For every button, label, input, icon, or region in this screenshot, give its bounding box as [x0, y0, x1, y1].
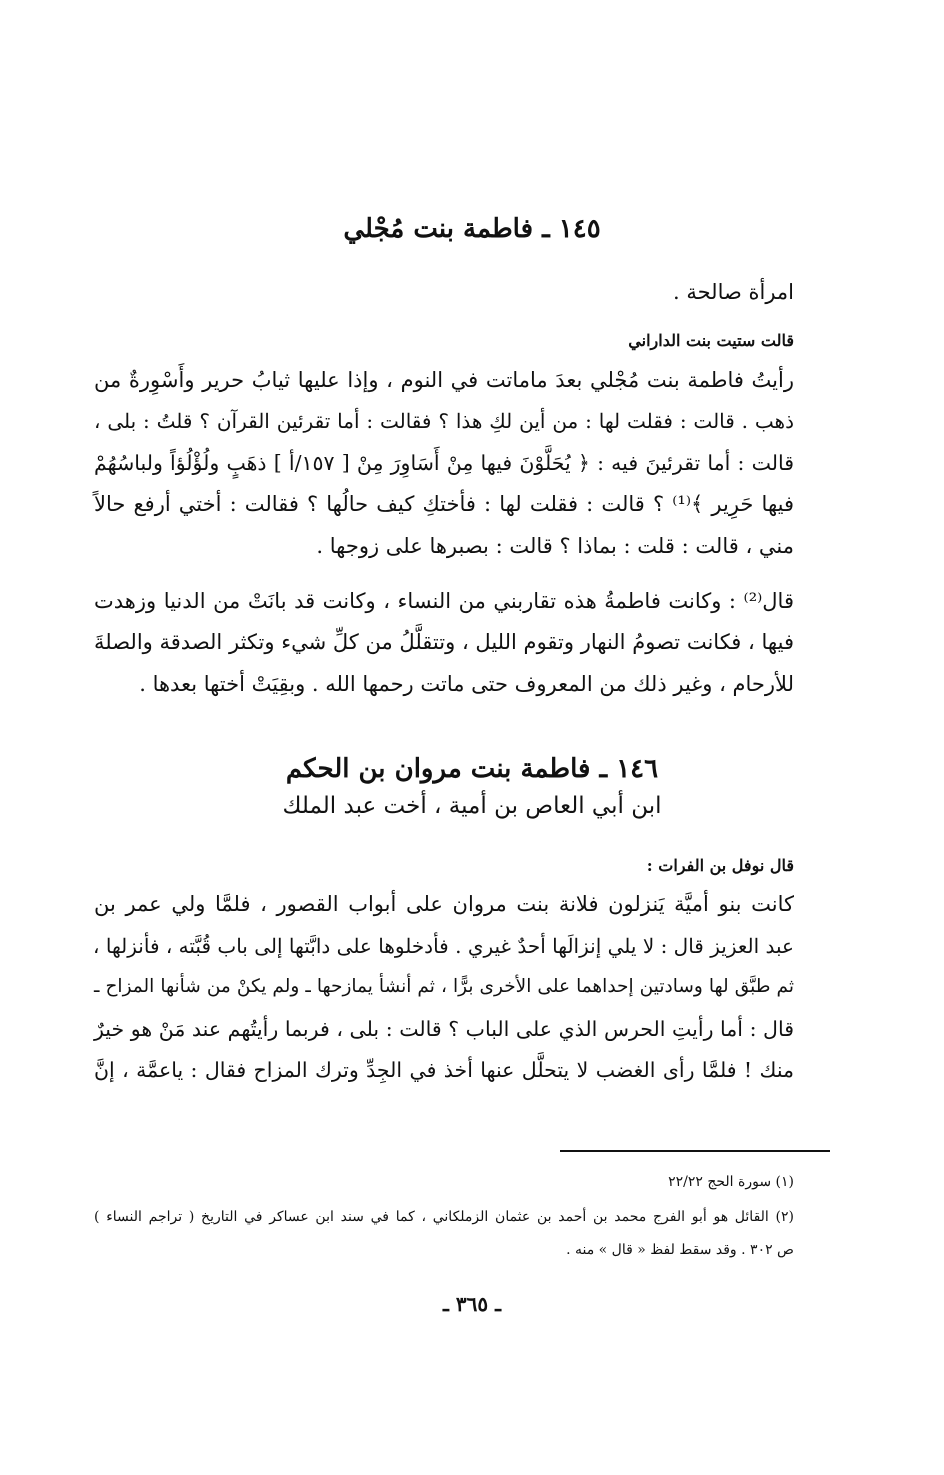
text-line: قال⁽²⁾ : وكانت فاطمةُ هذه تقاربني من النساء ، وكانت قد بانَتْ من الدنيا وزهدت [94, 589, 794, 613]
text-line: مني ، قالت : قلت : بماذا ؟ قالت : بصبرها على زوجها . [316, 534, 794, 558]
text-line: عبد العزيز قال : لا يلي إنزالَها أحدٌ غيري . فأدخلوها على دابَّتها إلى باب قُبَّته ، فأنزلها ، [93, 934, 794, 958]
text-line: للأرحام ، وغير ذلك من المعروف حتى ماتت رحمها الله . وبقِيَتْ أختها بعدها . [139, 672, 794, 696]
narrator-line: قالت ستيت بنت الداراني [628, 331, 794, 350]
footnote-divider [560, 1150, 830, 1152]
footnote: (١) سورة الحج ٢٢/٢٢ [668, 1174, 794, 1190]
page-number: ـ ٣٦٥ ـ [443, 1292, 501, 1316]
text-line: منك ! فلمَّا رأى الغضب لا يتحلَّل عنها أخذ في الجِدِّ وترك المزاح فقال : ياعمَّة ، إنَّ [94, 1058, 794, 1082]
entry-title: ١٤٥ ـ فاطمة بنت مُجْلي [343, 214, 601, 244]
text-line: فيها حَرِير ﴾⁽¹⁾ ؟ قالت : فقلت لها : فأختكِ كيف حالُها ؟ فقالت : أختي أرفع حالاً [94, 492, 794, 516]
text-line: رأيتُ فاطمة بنت مُجْلي بعدَ ماماتت في النوم ، وإذا عليها ثيابُ حرير وأَسْوِرةٌ من [94, 368, 794, 392]
text-line: كانت بنو أميَّة يَنزلون فلانة بنت مروان على أبواب القصور ، فلمَّا ولي عمر بن [94, 892, 794, 916]
text-line: فيها ، فكانت تصومُ النهار وتقوم الليل ، وتتقلَّلُ من كلِّ شيء وتكثر الصدقة والصلةَ [94, 630, 794, 654]
narrator-line: قال نوفل بن الفرات : [646, 856, 794, 875]
entry-subtitle: ابن أبي العاص بن أمية ، أخت عبد الملك [282, 793, 662, 819]
text-line: قال : أما رأيتِ الحرس الذي على الباب ؟ قالت : بلى ، فربما رأيتُهم عند مَنْ هو خيرٌ [94, 1017, 794, 1041]
entry-title: ١٤٦ ـ فاطمة بنت مروان بن الحكم [285, 754, 659, 784]
entry-description: امرأة صالحة . [673, 280, 794, 304]
footnote: ص ٣٠٢ . وقد سقط لفظ « قال » منه . [566, 1242, 794, 1258]
text-line: ثم طبَّق لها وسادتين إحداهما على الأخرى برًّا ، ثم أنشأ يمازحها ـ ولم يكنْ من شأنها المزاح ـ [94, 976, 794, 997]
text-line: قالت : أما تقرئينَ فيه : ﴿ يُحَلَّوْنَ فيها مِنْ أَسَاوِرَ مِنْ [ ١٥٧/أ ] ذهَبٍ ولُؤْلُؤاً ولباسُهُمْ [94, 451, 794, 475]
footnote: (٢) القائل هو أبو الفرج محمد بن أحمد بن عثمان الزملكاني ، كما في سند ابن عساكر في التاريخ ( تراجم النساء ) [94, 1209, 794, 1225]
text-line: ذهب . قالت : فقلت لها : من أين لكِ هذا ؟ فقالت : أما تقرئين القرآن ؟ قلتُ : بلى ، [94, 409, 794, 433]
